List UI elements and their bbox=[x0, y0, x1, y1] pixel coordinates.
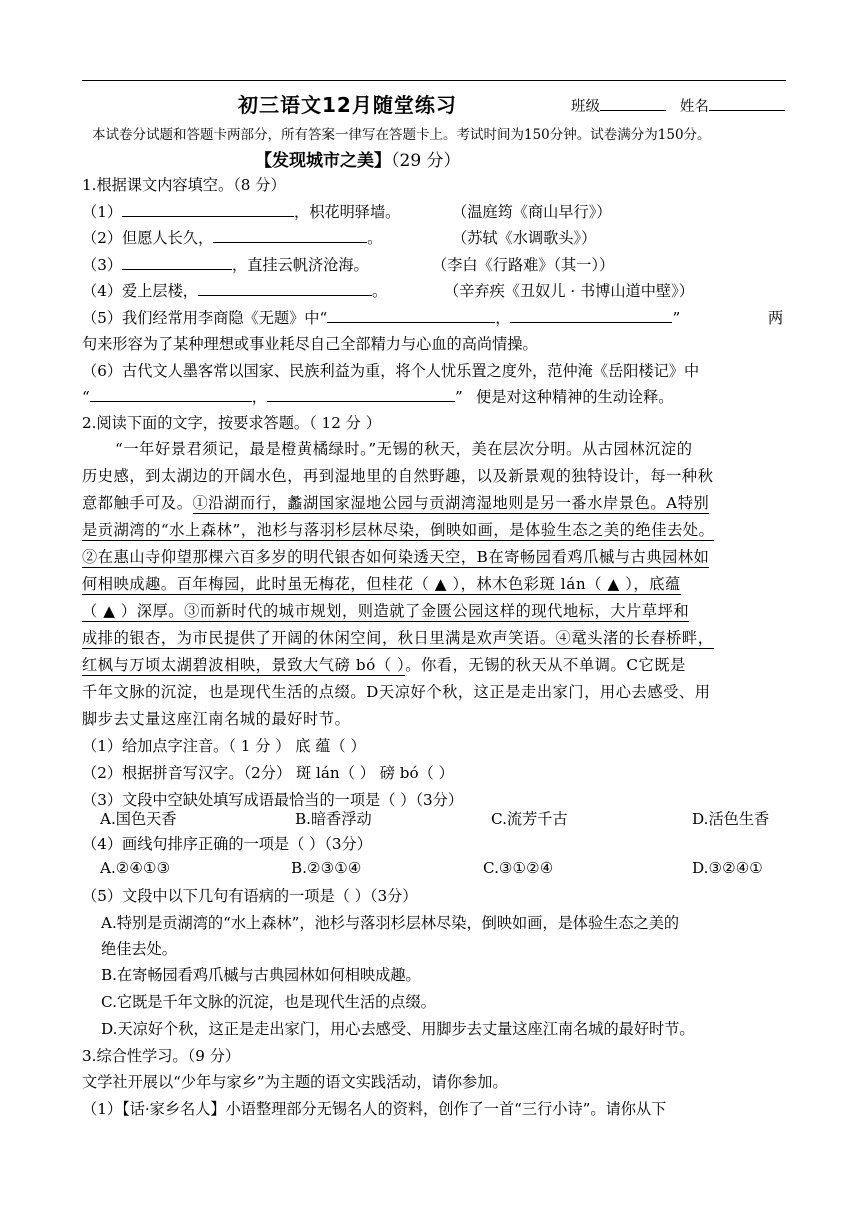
q1-l2-source: （苏轼《水调歌头》） bbox=[452, 229, 597, 247]
q2-sub-5: （5）文段中以下几句有语病的一项是（ ）（3分） bbox=[82, 887, 418, 905]
q1-l4-source: （辛弃疾《丑奴儿 · 书博山道中壁》） bbox=[444, 282, 694, 300]
option-d[interactable]: D.活色生香 bbox=[692, 810, 770, 828]
underlined-sentence: 成排的银杏，为市民提供了开阔的休闲空间，秋日里满是欢声笑语。④鼋头渚的长春桥畔， bbox=[82, 629, 714, 647]
passage-line: 历史感，到太湖边的开阔水色，再到湿地里的自然野趣，以及新景观的独特设计，每一种秋 bbox=[82, 467, 714, 485]
option-b[interactable]: B.②③①④ bbox=[291, 859, 362, 877]
passage-line bbox=[82, 544, 786, 571]
section-points: （29 分） bbox=[391, 151, 461, 171]
underlined-sentence: （ ▲ ）深厚。③而新时代的城市规划，则造就了金匮公园这样的现代地标，大片草坪和 bbox=[82, 602, 690, 620]
passage-text: “一年好景君须记，最是橙黄橘绿时。”无锡的秋天，美在层次分明。从古园林沉淀的 bbox=[115, 440, 693, 458]
option-c[interactable]: C.③①②④ bbox=[483, 859, 554, 877]
name-field[interactable] bbox=[709, 95, 785, 111]
answer-blank[interactable] bbox=[213, 227, 367, 243]
q1-line-5-cont: 句来形容为了某种理想或事业耗尽自己全部精力与心血的高尚情操。 bbox=[82, 335, 538, 353]
option-b[interactable]: B.暗香浮动 bbox=[295, 810, 372, 828]
passage-line bbox=[82, 436, 786, 463]
exam-intro: 本试卷分试题和答题卡两部分，所有答案一律写在答题卡上。考试时间为150分钟。试卷满分为150分。 bbox=[92, 127, 711, 143]
q1-line-2 bbox=[82, 225, 788, 251]
page-title: 初三语文12月随堂练习 bbox=[238, 93, 457, 117]
answer-blank[interactable] bbox=[267, 386, 455, 402]
section-heading: 【发现城市之美】 bbox=[255, 151, 391, 171]
option-b[interactable]: B.在寄畅园看鸡爪槭与古典园林如何相映成趣。 bbox=[101, 966, 421, 984]
passage-line: 脚步去丈量这座江南名城的最好时节。 bbox=[82, 710, 351, 728]
passage-text: 。你看，无锡的秋天从不单调。C它既是 bbox=[405, 656, 686, 674]
name-label: 姓名 bbox=[679, 99, 709, 115]
q3-stem: 3.综合性学习。（9 分） bbox=[82, 1047, 241, 1065]
underlined-sentence: ②在惠山寺仰望那棵六百多岁的明代银杏如何染透天空，B在寄畅园看鸡爪槭与古典园林如 bbox=[82, 548, 710, 566]
class-field[interactable] bbox=[600, 95, 666, 111]
q1-line-1 bbox=[82, 199, 788, 225]
q1-l5-text: （5）我们经常用李商隐《无题》中“ bbox=[82, 309, 328, 327]
q1-l6-tail: 便是对这种精神的生动诠释。 bbox=[476, 388, 674, 406]
q1-line-6: （6）古代文人墨客常以国家、民族利益为重，将个人忧乐置之度外，范仲淹《岳阳楼记》中 bbox=[82, 362, 700, 380]
underlined-sentence: 何相映成趣。百年梅园，此时虽无梅花，但桂花（ ▲ ），林木色彩斑 lán（ ▲ ），底蕴 bbox=[82, 575, 681, 593]
passage-text: 意都触手可及。 bbox=[82, 494, 193, 512]
q3-intro: 文学社开展以“少年与家乡”为主题的语文实践活动，请你参加。 bbox=[82, 1073, 508, 1091]
underlined-sentence: ①沿湖而行，蠡湖国家湿地公园与贡湖湾湿地则是另一番水岸景色。A特别 bbox=[192, 494, 710, 512]
option-c[interactable]: C.它既是千年文脉的沉淀，也是现代生活的点缀。 bbox=[101, 993, 436, 1011]
q3-sub-1: （1）【话·家乡名人】小语整理部分无锡名人的资料，创作了一首“三行小诗”。请你从下 bbox=[82, 1100, 667, 1118]
q1-l2-end: 。 bbox=[367, 229, 383, 247]
answer-blank[interactable] bbox=[327, 307, 495, 323]
option-a[interactable]: A.特别是贡湖湾的“水上森林”，池杉与落羽杉层林尽染，倒映如画，是体验生态之美的 bbox=[101, 914, 680, 932]
answer-blank[interactable] bbox=[122, 254, 232, 270]
q1-l6-comma: ， bbox=[251, 388, 267, 406]
q1-line-5 bbox=[82, 305, 788, 331]
q2-stem: 2.阅读下面的文字，按要求答题。（ 12 分 ） bbox=[82, 414, 381, 432]
q1-l6-quote-open: “ bbox=[82, 388, 90, 406]
q1-line-6-cont bbox=[82, 384, 788, 410]
q2-sub-3: （3）文段中空缺处填写成语最恰当的一项是（ ）（3分） bbox=[82, 791, 464, 809]
passage-line bbox=[82, 571, 786, 598]
option-c[interactable]: C.流芳千古 bbox=[491, 810, 568, 828]
q1-l4-text: （4）爱上层楼， bbox=[82, 282, 198, 300]
passage-line bbox=[82, 517, 786, 544]
q1-l1-source: （温庭筠《商山早行》） bbox=[452, 203, 612, 221]
q1-l6-quote-close: ” bbox=[454, 388, 463, 406]
answer-blank[interactable] bbox=[90, 386, 252, 402]
q1-line-4 bbox=[82, 278, 788, 304]
q1-l1-text: ，枳花明驿墙。 bbox=[294, 203, 401, 221]
section-title bbox=[255, 146, 461, 171]
passage-line bbox=[82, 652, 786, 679]
option-d[interactable]: D.天凉好个秋，这正是走出家门，用心去感受、用脚步去丈量这座江南名城的最好时节。 bbox=[101, 1020, 695, 1038]
q1-l5-tail: 两 bbox=[768, 309, 784, 327]
q1-l5-quote: ” bbox=[672, 309, 681, 327]
underlined-sentence: 红枫与万顷太湖碧波相映，景致大气磅 bó（ ） bbox=[82, 656, 406, 674]
q1-line-3 bbox=[82, 252, 788, 278]
q1-l2-text: （2）但愿人长久， bbox=[82, 229, 214, 247]
answer-blank[interactable] bbox=[122, 201, 294, 217]
student-info bbox=[571, 95, 785, 116]
answer-blank[interactable] bbox=[198, 280, 372, 296]
q2-sub-4: （4）画线句排序正确的一项是（ ）（3分） bbox=[82, 835, 372, 853]
q2-sub-1: （1）给加点字注音。（ 1 分 ） 底 蕴（ ） bbox=[82, 737, 366, 755]
underlined-sentence: 是贡湖湾的“水上森林”，池杉与落羽杉层林尽染，倒映如画，是体验生态之美的绝佳去处。 bbox=[82, 521, 715, 539]
q1-l3-num: （3） bbox=[82, 256, 123, 274]
q1-l3-text: ，直挂云帆济沧海。 bbox=[232, 256, 369, 274]
q1-stem: 1.根据课文内容填空。（8 分） bbox=[82, 176, 286, 194]
q1-l4-end: 。 bbox=[371, 282, 388, 300]
option-a-cont: 绝佳去处。 bbox=[101, 940, 177, 958]
answer-blank[interactable] bbox=[510, 307, 672, 323]
q1-l5-comma: ， bbox=[495, 309, 511, 327]
class-label: 班级 bbox=[571, 99, 600, 115]
passage-line bbox=[82, 598, 786, 625]
passage-line bbox=[82, 490, 786, 517]
option-a[interactable]: A.②④①③ bbox=[100, 859, 171, 877]
option-a[interactable]: A.国色天香 bbox=[100, 810, 177, 828]
q1-l3-source: （李白《行路难》（其一）） bbox=[432, 256, 615, 274]
passage-line bbox=[82, 625, 786, 652]
top-rule bbox=[82, 80, 786, 81]
q2-sub-2: （2）根据拼音写汉字。（2分） 斑 lán（ ） 磅 bó（ ） bbox=[82, 764, 454, 782]
q1-l1-num: （1） bbox=[82, 203, 123, 221]
option-d[interactable]: D.③②④① bbox=[692, 859, 763, 877]
passage-line: 千年文脉的沉淀，也是现代生活的点缀。D天凉好个秋，这正是走出家门，用心去感受、用 bbox=[82, 683, 711, 701]
